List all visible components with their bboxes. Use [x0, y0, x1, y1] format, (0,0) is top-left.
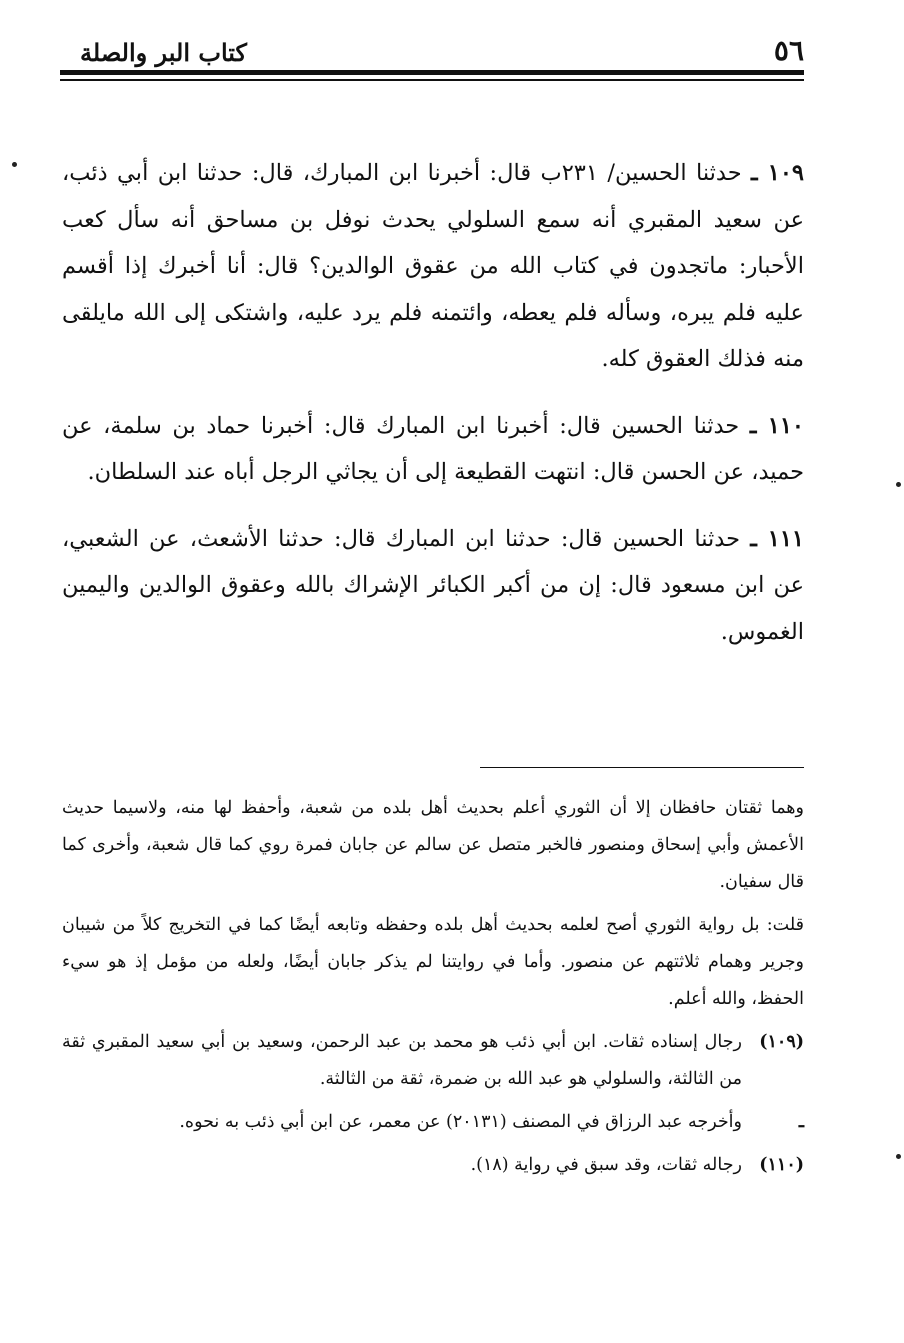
hadith-text: حدثنا الحسين قال: أخبرنا ابن المبارك قال: أخبرنا حماد بن سلمة، عن حميد، عن الحسن قال: انتهت القطيعة إلى أن يجاثي الرجل أباه عند السلطان.	[62, 412, 804, 485]
footnote-separator	[480, 767, 804, 768]
footnotes	[62, 790, 804, 1190]
footnote-marker: (١٠٩)	[759, 1032, 804, 1052]
header-rule-thick	[60, 70, 804, 75]
header-rule-thin	[60, 79, 804, 81]
footnote-marker: (١١٠)	[759, 1155, 804, 1175]
footnote-item	[62, 1024, 804, 1098]
footnote-continuation: وهما ثقتان حافظان إلا أن الثوري أعلم بحديث أهل بلده من شعبة، وأحفظ لها منه، ولاسيما حديث الأعمش وأبي إسحاق ومنصور فالخبر متصل عن سالم عن جابان فمرة روي كما قال شعبة، وأخرى كما قال سفيان.	[62, 798, 804, 892]
hadith-paragraph	[62, 403, 804, 496]
hadith-text: حدثنا الحسين قال: حدثنا ابن المبارك قال: حدثنا الأشعث، عن الشعبي، عن ابن مسعود قال: إن من أكبر الكبائر الإشراك بالله وعقوق الوالدين واليمين الغموس.	[62, 525, 804, 645]
footnote-text: رجاله ثقات، وقد سبق في رواية (١٨).	[470, 1155, 742, 1175]
main-text	[62, 150, 804, 675]
hadith-paragraph	[62, 150, 804, 383]
footnote-text: وأخرجه عبد الرزاق في المصنف (٢٠١٣١) عن معمر، عن ابن أبي ذئب به نحوه.	[179, 1112, 742, 1132]
hadith-text: حدثنا الحسين/ ٢٣١ب قال: أخبرنا ابن المبارك، قال: حدثنا ابن أبي ذئب، عن سعيد المقبري أنه سمع السلولي يحدث نوفل بن مساحق أنه سأل كعب الأحبار: ماتجدون في كتاب الله من عقوق الوالدين؟ قال: أنا أخبرك إذا أقسم عليه فلم يبره، وسأله فلم يعطه، وائتمنه فلم يرد عليه، واشتكى إلى الله مايلقى منه فذلك العقوق كله.	[62, 160, 804, 372]
scan-dot	[896, 482, 901, 487]
running-header	[60, 30, 804, 74]
page-number: ٥٦	[773, 34, 804, 67]
hadith-paragraph	[62, 516, 804, 656]
hadith-number: ١١٠ ـ	[749, 412, 804, 439]
hadith-number: ١٠٩ ـ	[751, 160, 804, 186]
footnote-item	[62, 1104, 804, 1141]
book-title: كتاب البر والصلة	[80, 38, 247, 67]
footnote-text: رجال إسناده ثقات. ابن أبي ذئب هو محمد بن عبد الرحمن، وسعيد بن أبي سعيد المقبري ثقة من الثالثة، والسلولي هو عبد الله بن ضمرة، ثقة من الثالثة.	[62, 1032, 742, 1089]
hadith-number: ١١١ ـ	[750, 525, 804, 552]
scan-dot	[12, 162, 17, 167]
footnote-marker: ـ	[798, 1112, 804, 1132]
footnote-continuation: قلت: بل رواية الثوري أصح لعلمه بحديث أهل بلده وحفظه وتابعه أيضًا كما في التخريج كلاً من شيبان وجرير وهمام ثلاثتهم عن منصور. وأما في روايتنا لم يذكر جابان أيضًا، ولعله من مؤمل إذ هو سيء الحفظ، والله أعلم.	[62, 915, 804, 1009]
scan-dot	[896, 1154, 901, 1159]
footnote-item	[62, 1147, 804, 1184]
